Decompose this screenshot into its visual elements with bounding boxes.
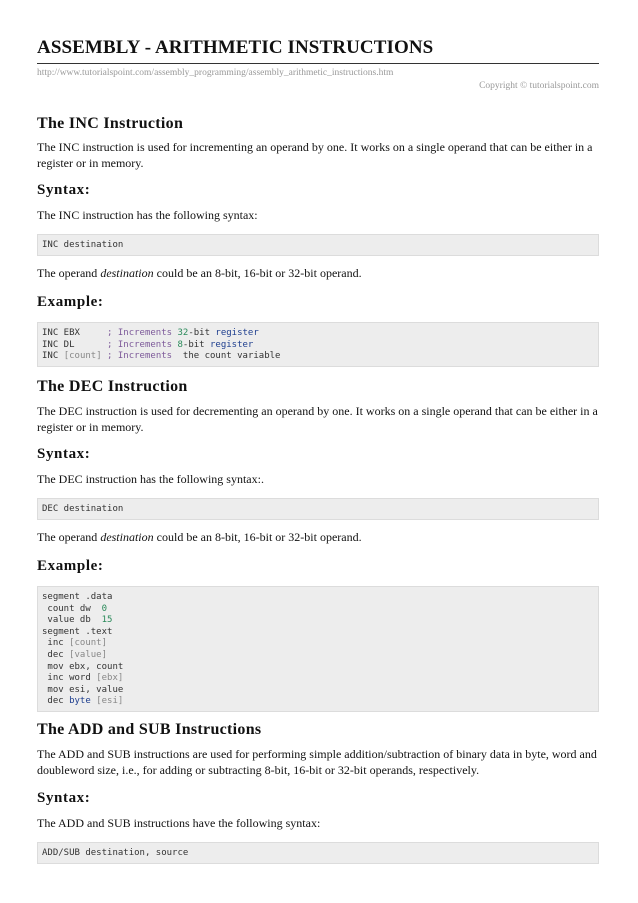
code-comment: ; Increments <box>107 339 178 350</box>
inc-operand-text: The operand destination could be an 8-bit, 16-bit or 32-bit operand. <box>37 266 362 280</box>
code-line <box>42 604 594 616</box>
code-line <box>42 340 594 352</box>
inc-syntax-code: INC destination <box>37 234 599 256</box>
inc-heading: The INC Instruction <box>37 115 184 132</box>
code-line <box>42 592 594 604</box>
inc-syntax-text: The INC instruction has the following syntax: <box>37 208 258 222</box>
code-keyword: register <box>215 328 259 338</box>
code-token: dec <box>42 696 70 707</box>
code-token: inc word <box>42 673 97 684</box>
document-page <box>37 36 599 858</box>
code-token: INC <box>42 351 64 362</box>
code-token: inc <box>42 638 70 649</box>
code-line <box>42 650 594 662</box>
code-line <box>42 351 594 363</box>
code-operand: [ebx] <box>96 673 124 684</box>
dec-heading: The DEC Instruction <box>37 378 188 395</box>
dec-intro: The DEC instruction is used for decrementing an operand by one. It works on a single operand that can be either in a register or in memory. <box>37 404 598 434</box>
operand-emphasis: destination <box>100 266 154 280</box>
code-operand: [esi] <box>96 696 124 707</box>
code-token: segment .text <box>42 626 113 637</box>
code-number: 8 <box>177 339 183 350</box>
inc-example-code <box>37 322 599 367</box>
code-token: segment .data <box>42 592 113 602</box>
code-token: INC EBX <box>42 328 108 338</box>
code-line <box>42 685 594 697</box>
operand-emphasis: destination <box>100 530 154 544</box>
code-line <box>42 662 594 674</box>
code-token: the count variable <box>177 351 281 362</box>
inc-syntax-heading: Syntax: <box>37 182 91 198</box>
code-comment: ; Increments <box>107 328 178 338</box>
dec-syntax-code: DEC destination <box>37 498 599 520</box>
document-title: ASSEMBLY - ARITHMETIC INSTRUCTIONS <box>37 36 599 64</box>
dec-example-heading: Example: <box>37 558 104 574</box>
code-token: dec <box>42 649 70 660</box>
code-line <box>42 627 594 639</box>
copyright-notice: Copyright © tutorialspoint.com <box>479 81 599 91</box>
dec-syntax-heading: Syntax: <box>37 446 91 462</box>
code-token: -bit <box>182 339 210 350</box>
addsub-intro: The ADD and SUB instructions are used for performing simple addition/subtraction of binary data in byte, word and doubleword size, i.e., for adding or subtracting 8-bit, 16-bit or 32-bit operands, respectively. <box>37 747 597 777</box>
addsub-heading: The ADD and SUB Instructions <box>37 721 262 738</box>
code-comment: ; Increments <box>107 351 178 362</box>
code-token: -bit <box>188 328 216 338</box>
dec-syntax-text: The DEC instruction has the following syntax:. <box>37 472 264 486</box>
code-number: 0 <box>101 603 108 614</box>
code-line <box>42 328 594 340</box>
code-token: mov ebx, count <box>42 661 124 672</box>
code-operand: [value] <box>69 649 108 660</box>
code-token: value db <box>42 615 102 626</box>
code-keyword: byte <box>69 696 91 707</box>
code-number: 32 <box>177 328 189 338</box>
addsub-syntax-text: The ADD and SUB instructions have the following syntax: <box>37 816 321 830</box>
inc-intro: The INC instruction is used for incrementing an operand by one. It works on a single operand that can be either in a register or in memory. <box>37 140 593 170</box>
source-url: http://www.tutorialspoint.com/assembly_programming/assembly_arithmetic_instructions.htm <box>37 68 394 78</box>
addsub-syntax-heading: Syntax: <box>37 790 91 806</box>
addsub-syntax-code: ADD/SUB destination, source <box>37 842 599 864</box>
code-token: mov esi, value <box>42 684 124 695</box>
inc-example-heading: Example: <box>37 294 104 310</box>
code-number: 15 <box>101 615 113 626</box>
code-line <box>42 696 594 708</box>
code-token: INC DL <box>42 339 108 350</box>
code-line <box>42 638 594 650</box>
dec-example-code <box>37 586 599 712</box>
code-line <box>42 615 594 627</box>
code-operand: [count] <box>69 638 108 649</box>
code-keyword: register <box>210 339 254 350</box>
code-token: [count] <box>63 351 102 362</box>
code-line <box>42 673 594 685</box>
code-token: count dw <box>42 603 102 614</box>
dec-operand-text: The operand destination could be an 8-bit, 16-bit or 32-bit operand. <box>37 530 362 544</box>
